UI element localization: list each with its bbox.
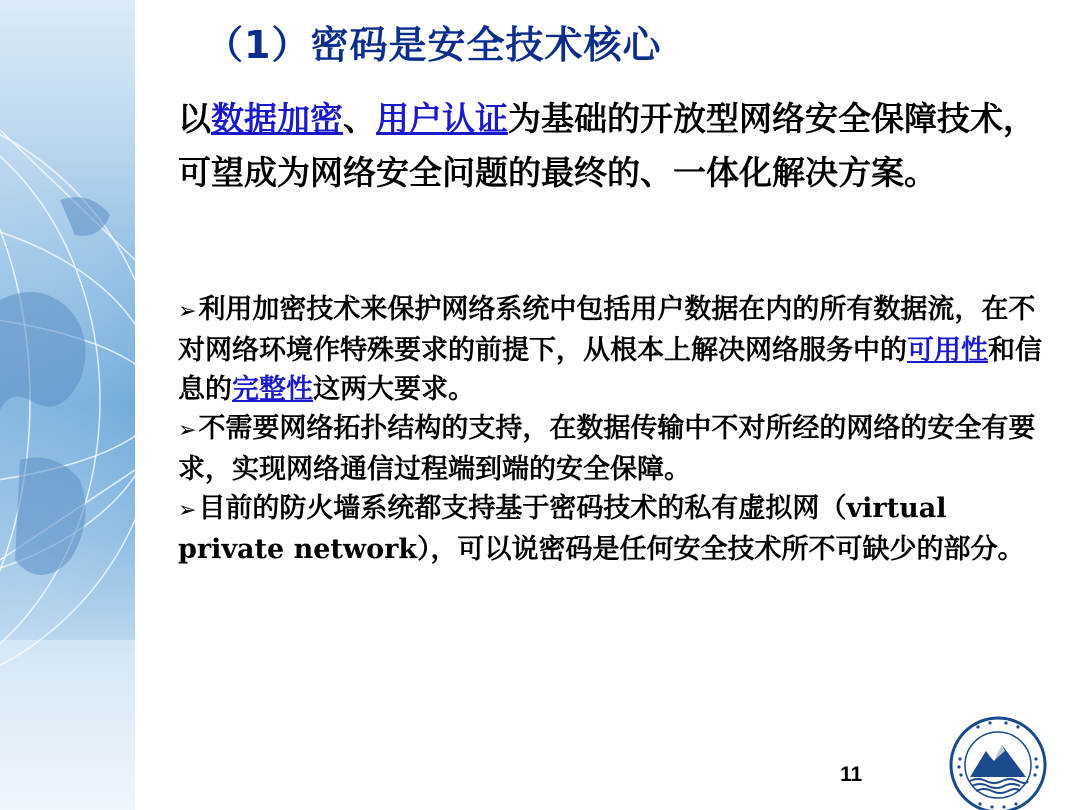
bullet-text: （ — [819, 493, 847, 524]
university-emblem-logo — [948, 715, 1048, 810]
globe-decoration — [0, 0, 135, 810]
slide-title: （1）密码是安全技术核心 — [205, 23, 662, 67]
bullet-item — [178, 290, 1058, 409]
page-number: 11 — [840, 763, 863, 786]
bullet-latin-term: virtual private network — [178, 493, 947, 565]
bullet-text: ），可以说密码是任何安全技术所不可缺少的部分。 — [417, 534, 1025, 565]
intro-text: 为基础的开放型网络安全保障技术，可望成为网络安全问题的最终的、一体化解决方案。 — [178, 99, 1036, 192]
arrow-bullet-icon: ➢ — [178, 418, 197, 443]
arrow-bullet-icon: ➢ — [178, 299, 197, 324]
bullet-text: 和信息的 — [178, 335, 1042, 405]
intro-separator: 、 — [343, 99, 376, 138]
bullet-text: 这两大要求。 — [313, 374, 475, 405]
link-availability[interactable]: 可用性 — [907, 335, 988, 366]
bullet-text: 目前的防火墙系统都支持基于密码技术的私有虚拟网 — [198, 493, 820, 524]
bullet-text: 利用加密技术来保护网络系统中包括用户数据在内的所有数据流，在不对网络环境作特殊要求的前提下，从根本上解决网络服务中的 — [178, 294, 1036, 366]
bullet-text: 不需要网络拓扑结构的支持，在数据传输中不对所经的网络的安全有要求，实现网络通信过程端到端的安全保障。 — [178, 413, 1036, 485]
link-user-authentication[interactable]: 用户认证 — [376, 99, 508, 138]
bullet-item — [178, 409, 1058, 489]
bullet-item — [178, 489, 1058, 569]
arrow-bullet-icon: ➢ — [178, 498, 197, 523]
link-data-encryption[interactable]: 数据加密 — [211, 99, 343, 138]
link-integrity[interactable]: 完整性 — [232, 374, 313, 405]
intro-text: 以 — [178, 99, 211, 138]
intro-paragraph — [178, 92, 1068, 200]
bullet-list — [178, 290, 1058, 569]
